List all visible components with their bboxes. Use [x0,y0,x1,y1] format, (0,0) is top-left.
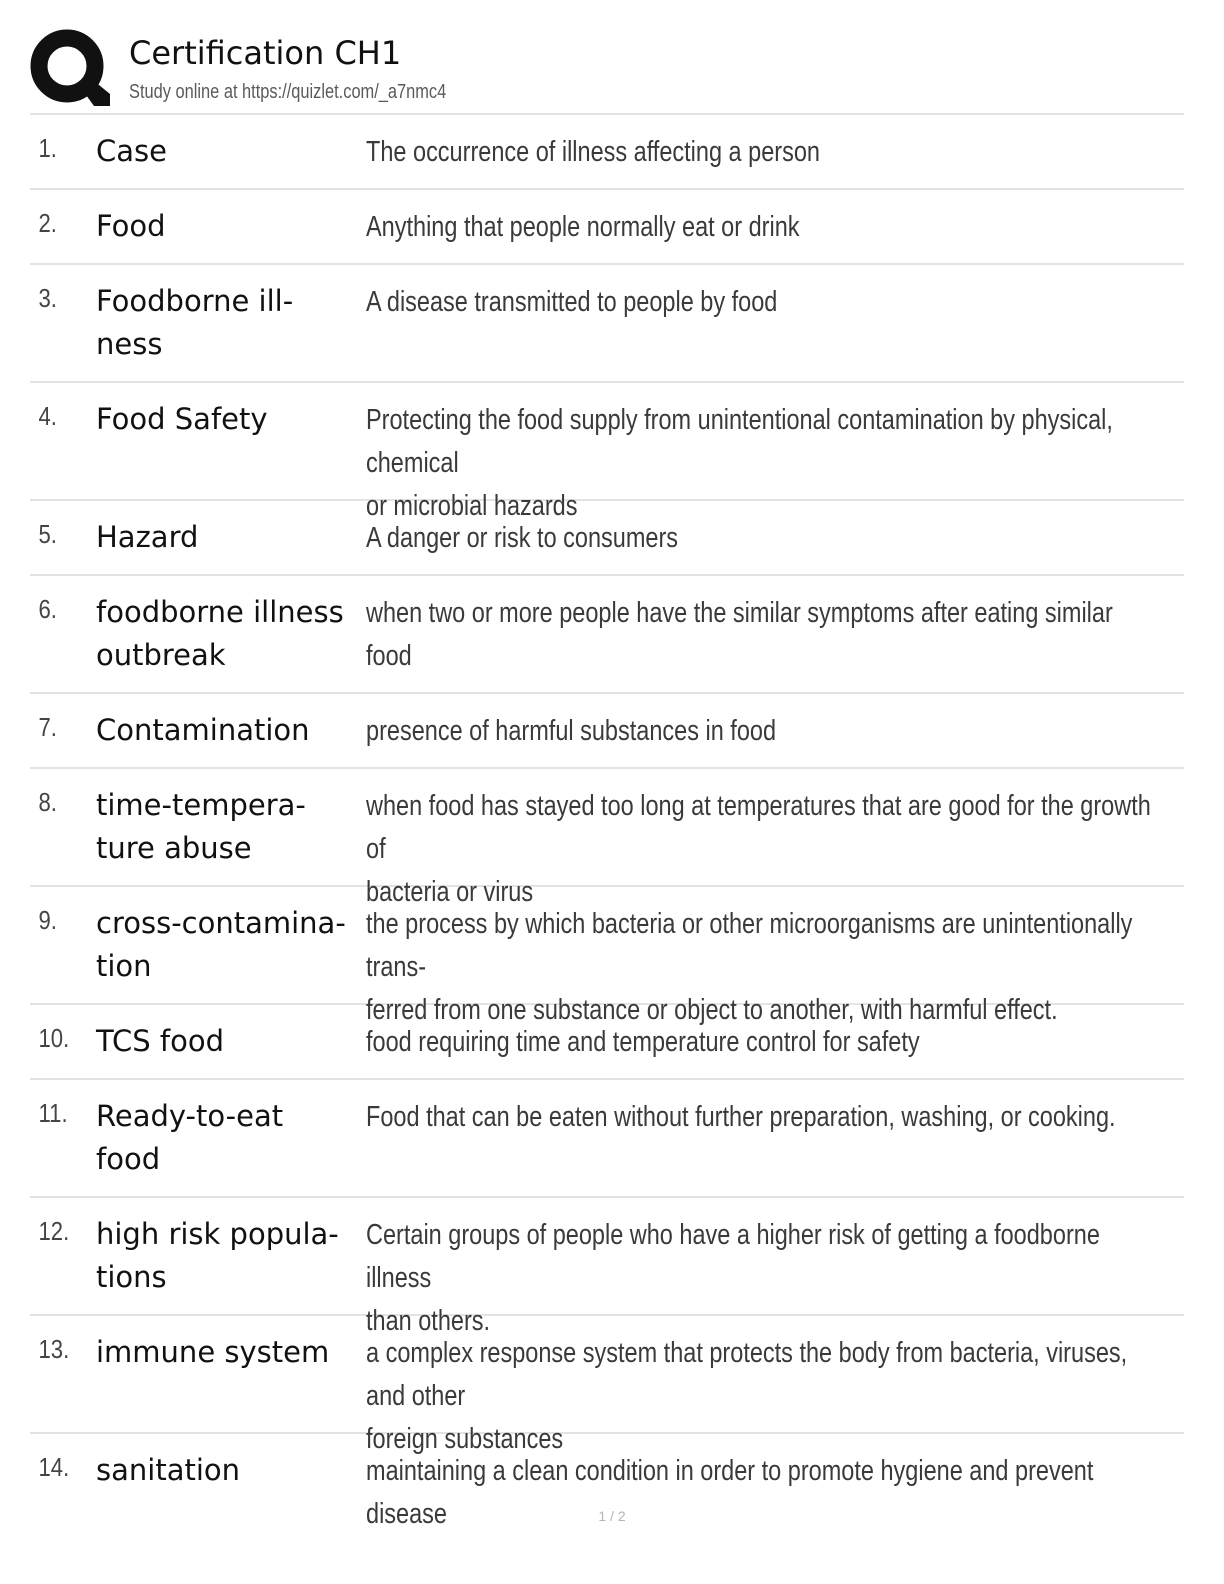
term-number: 13. [38,1334,70,1364]
term-word: Food [96,209,166,243]
term-definition: Food that can be eaten without further preparation, washing, or cooking. [366,1101,1116,1133]
term-number: 10. [38,1023,70,1053]
term-number: 2. [38,208,57,238]
term-row [30,383,1184,522]
term-row [30,265,1184,383]
term-word: Hazard [96,520,199,554]
study-online-link[interactable]: Study online at https://quizlet.com/_a7nmc4 [129,81,447,103]
term-number: 4. [38,401,57,431]
term-definition: food requiring time and temperature control for safety [366,1026,920,1058]
term-row [30,769,1184,908]
term-word: TCS food [96,1024,224,1058]
term-number: 11. [38,1098,68,1128]
term-number: 5. [38,519,57,549]
term-row [30,1080,1184,1198]
term-definition: A danger or risk to consumers [366,522,679,554]
term-definition: Certain groups of people who have a higher risk of getting a foodborne illness than others. [366,1219,1100,1337]
page-title: Certification CH1 [129,34,402,72]
term-definition: The occurrence of illness affecting a person [366,136,820,168]
term-number: 9. [38,905,57,935]
term-row [30,887,1184,1026]
term-definition: presence of harmful substances in food [366,715,777,747]
term-number: 1. [38,133,57,163]
term-number: 3. [38,283,57,313]
term-word: high risk popula- tions [96,1217,339,1294]
term-word: Ready-to-eat food [96,1099,284,1176]
term-word: immune system [96,1335,330,1369]
page-number: 1 / 2 [598,1508,626,1524]
term-row [30,1005,1184,1080]
term-row [30,694,1184,769]
term-definition: Anything that people normally eat or drink [366,211,800,243]
term-word: time-tempera- ture abuse [96,788,306,865]
term-definition: when two or more people have the similar symptoms after eating similar food [366,597,1113,672]
term-word: Case [96,134,167,168]
quizlet-q-logo-icon [30,28,110,108]
term-definition: A disease transmitted to people by food [366,286,778,318]
term-row [30,576,1184,694]
term-list [30,113,1184,1530]
term-definition: Protecting the food supply from unintentional contamination by physical, chemical or microbial hazards [366,404,1113,522]
term-definition: when food has stayed too long at temperatures that are good for the growth of bacteria or virus [366,790,1151,908]
term-word: Food Safety [96,402,268,436]
term-definition: the process by which bacteria or other microorganisms are unintentionally trans- ferred from one substance or object to another, with harmful effect. [366,908,1133,1026]
term-row [30,115,1184,190]
term-word: foodborne illness outbreak [96,595,344,672]
term-row [30,1198,1184,1337]
term-row [30,1316,1184,1455]
term-word: cross-contamina- tion [96,906,346,983]
term-number: 6. [38,594,57,624]
term-word: Contamination [96,713,310,747]
term-number: 8. [38,787,57,817]
term-word: Foodborne ill- ness [96,284,294,361]
term-number: 14. [38,1452,70,1482]
page-header [30,28,1184,114]
term-definition: a complex response system that protects the body from bacteria, viruses, and other foreign substances [366,1337,1128,1455]
term-number: 12. [38,1216,70,1246]
term-row [30,501,1184,576]
term-word: sanitation [96,1453,241,1487]
term-definition: maintaining a clean condition in order to promote hygiene and prevent disease [366,1455,1094,1530]
term-number: 7. [38,712,57,742]
term-row [30,190,1184,265]
